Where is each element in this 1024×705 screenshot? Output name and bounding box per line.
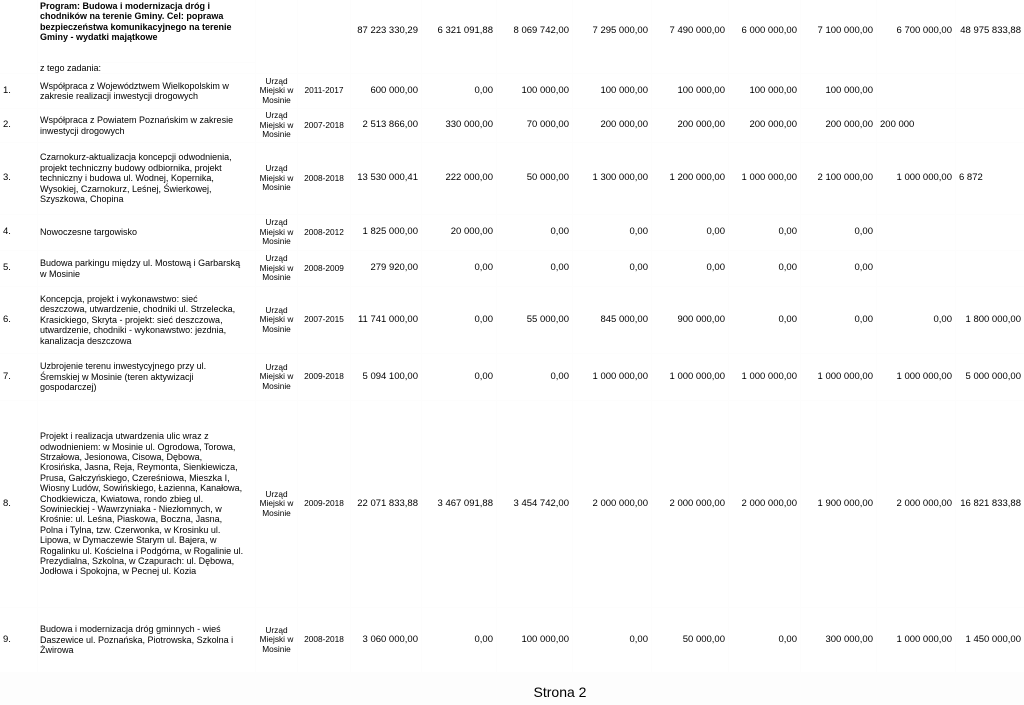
amount-cell: 2 000 000,00 bbox=[877, 401, 955, 607]
header-total-cell: 6 000 000,00 bbox=[729, 0, 800, 73]
unit-cell: Urząd Miejski w Mosinie bbox=[256, 143, 297, 214]
period-cell: 2007-2018 bbox=[298, 109, 350, 142]
amount-cell: 3 454 742,00 bbox=[497, 401, 572, 607]
amount-cell: 300 000,00 bbox=[801, 608, 876, 672]
unit-cell: Urząd Miejski w Mosinie bbox=[256, 287, 297, 353]
amount-cell: 5 094 100,00 bbox=[351, 354, 421, 400]
task-name-cell: Budowa parkingu między ul. Mostową i Garbarską w Mosinie bbox=[38, 251, 255, 286]
amount-cell: 600 000,00 bbox=[351, 74, 421, 108]
amount-cell: 0,00 bbox=[497, 251, 572, 286]
amount-cell: 1 000 000,00 bbox=[877, 143, 955, 214]
amount-cell: 279 920,00 bbox=[351, 251, 421, 286]
amount-cell: 1 900 000,00 bbox=[801, 401, 876, 607]
period-cell: 2008-2018 bbox=[298, 608, 350, 672]
amount-cell: 0,00 bbox=[422, 608, 496, 672]
task-name-cell: Czarnokurz-aktualizacja koncepcji odwodnienia, projekt techniczny budowy odbiornika, projekt techniczny i budowa ul. Wodnej, Kopernika, Wysokiej, Czarnokurz, Leśnej, Świerkowej, Szyszkowa, Chopina bbox=[38, 143, 255, 214]
amount-cell: 1 000 000,00 bbox=[877, 608, 955, 672]
amount-cell: 200 000,00 bbox=[729, 109, 800, 142]
amount-cell: 2 000 000,00 bbox=[652, 401, 728, 607]
amount-cell: 845 000,00 bbox=[573, 287, 651, 353]
amount-cell: 1 000 000,00 bbox=[729, 354, 800, 400]
amount-cell: 0,00 bbox=[497, 354, 572, 400]
amount-cell: 1 825 000,00 bbox=[351, 215, 421, 250]
task-name-cell: Nowoczesne targowisko bbox=[38, 215, 255, 250]
amount-cell: 0,00 bbox=[573, 251, 651, 286]
period-cell: 2008-2018 bbox=[298, 143, 350, 214]
amount-cell bbox=[877, 251, 955, 286]
amount-cell: 2 100 000,00 bbox=[801, 143, 876, 214]
task-name-cell: Współpraca z Powiatem Poznańskim w zakresie inwestycji drogowych bbox=[38, 109, 255, 142]
amount-cell: 0,00 bbox=[729, 251, 800, 286]
header-total-cell: 7 100 000,00 bbox=[801, 0, 876, 73]
header-unit-cell bbox=[256, 0, 297, 73]
page-label: Strona 2 bbox=[533, 684, 587, 700]
unit-cell: Urząd Miejski w Mosinie bbox=[256, 74, 297, 108]
amount-cell: 1 800 000,00 bbox=[956, 287, 1024, 353]
amount-cell: 1 300 000,00 bbox=[573, 143, 651, 214]
amount-cell: 20 000,00 bbox=[422, 215, 496, 250]
amount-cell: 6 872 bbox=[956, 143, 1024, 214]
amount-cell: 100 000,00 bbox=[497, 74, 572, 108]
row-number-cell: 1. bbox=[0, 74, 37, 108]
amount-cell: 3 060 000,00 bbox=[351, 608, 421, 672]
amount-cell: 2 513 866,00 bbox=[351, 109, 421, 142]
amount-cell: 1 200 000,00 bbox=[652, 143, 728, 214]
amount-cell: 50 000,00 bbox=[497, 143, 572, 214]
amount-cell: 11 741 000,00 bbox=[351, 287, 421, 353]
amount-cell: 1 000 000,00 bbox=[729, 143, 800, 214]
header-total-cell: 48 975 833,88 bbox=[956, 0, 1024, 73]
amount-cell bbox=[956, 74, 1024, 108]
task-name-cell: Współpraca z Województwem Wielkopolskim w zakresie realizacji inwestycji drogowych bbox=[38, 74, 255, 108]
amount-cell: 13 530 000,41 bbox=[351, 143, 421, 214]
row-number-cell: 8. bbox=[0, 401, 37, 607]
amount-cell: 22 071 833,88 bbox=[351, 401, 421, 607]
amount-cell bbox=[877, 215, 955, 250]
header-total-cell: 7 490 000,00 bbox=[652, 0, 728, 73]
amount-cell: 1 000 000,00 bbox=[801, 354, 876, 400]
amount-cell: 200 000 bbox=[877, 109, 955, 142]
row-number-cell: 2. bbox=[0, 109, 37, 142]
unit-cell: Urząd Miejski w Mosinie bbox=[256, 354, 297, 400]
row-number-cell: 9. bbox=[0, 608, 37, 672]
amount-cell: 5 000 000,00 bbox=[956, 354, 1024, 400]
amount-cell: 55 000,00 bbox=[497, 287, 572, 353]
amount-cell bbox=[956, 109, 1024, 142]
amount-cell: 2 000 000,00 bbox=[573, 401, 651, 607]
amount-cell: 50 000,00 bbox=[652, 608, 728, 672]
amount-cell: 0,00 bbox=[801, 215, 876, 250]
task-name-cell: Projekt i realizacja utwardzenia ulic wraz z odwodnieniem: w Mosinie ul. Ogrodowa, Torowa, Strzałowa, Jesionowa, Cisowa, Dębowa, Krosińska, Jasna, Reja, Reymonta, Sienkiewicza, Prusa, Gałczyńskiego, Czereśniowa, Mieszka I, Wiosny Ludów, Sowińskiego, Łazienna, Kanałowa, Chodkiewicza, Kwiatowa, rondo zbieg ul. Sowinieckiej - Wawrzyniaka - Niezłomnych, w Krośnie: ul. Leśna, Piaskowa, Boczna, Jasna, Polna i Tylna, tzw. Czerwonka, w Krosinku ul. Lipowa, w Dymaczewie Starym ul. Bajera, w Rogalinku ul. Kościelna i Podgórna, w Rogalinie ul. Prezydialna, Szkolna, w Czapurach: ul. Dębowa, Jodłowa i Spokojna, w Pecnej ul. Kozia bbox=[38, 401, 255, 607]
period-cell: 2007-2015 bbox=[298, 287, 350, 353]
amount-cell: 3 467 091,88 bbox=[422, 401, 496, 607]
row-number-cell: 4. bbox=[0, 215, 37, 250]
amount-cell: 0,00 bbox=[801, 287, 876, 353]
amount-cell: 100 000,00 bbox=[729, 74, 800, 108]
program-title-cell: Program: Budowa i modernizacja dróg i chodników na terenie Gminy. Cel: poprawa bezpieczeństwa komunikacyjnego na terenie Gminy - wydatki majątkowe bbox=[38, 0, 255, 62]
period-cell: 2009-2018 bbox=[298, 354, 350, 400]
unit-cell: Urząd Miejski w Mosinie bbox=[256, 109, 297, 142]
task-name-cell: Koncepcja, projekt i wykonawstwo: sieć deszczowa, utwardzenie, chodniki ul. Strzelecka, Krasickiego, Skryta - projekt: sieć deszczowa, utwardzenie, chodniki - wykonawstwo: jezdnia, kanalizacja deszczowa bbox=[38, 287, 255, 353]
amount-cell: 0,00 bbox=[497, 215, 572, 250]
amount-cell: 900 000,00 bbox=[652, 287, 728, 353]
unit-cell: Urząd Miejski w Mosinie bbox=[256, 401, 297, 607]
header-total-cell: 7 295 000,00 bbox=[573, 0, 651, 73]
task-name-cell: Uzbrojenie terenu inwestycyjnego przy ul. Śremskiej w Mosinie (teren aktywizacji gospodarczej) bbox=[38, 354, 255, 400]
period-cell: 2009-2018 bbox=[298, 401, 350, 607]
amount-cell: 1 450 000,00 bbox=[956, 608, 1024, 672]
amount-cell: 200 000,00 bbox=[652, 109, 728, 142]
amount-cell: 100 000,00 bbox=[801, 74, 876, 108]
unit-cell: Urząd Miejski w Mosinie bbox=[256, 215, 297, 250]
period-cell: 2008-2009 bbox=[298, 251, 350, 286]
amount-cell: 70 000,00 bbox=[497, 109, 572, 142]
page-footer bbox=[0, 684, 1024, 700]
amount-cell: 0,00 bbox=[422, 251, 496, 286]
header-period-cell bbox=[298, 0, 350, 73]
amount-cell: 0,00 bbox=[729, 215, 800, 250]
header-total-cell: 87 223 330,29 bbox=[351, 0, 421, 73]
row-number-cell: 3. bbox=[0, 143, 37, 214]
task-name-cell: Budowa i modernizacja dróg gminnych - wieś Daszewice ul. Poznańska, Piotrowska, Szkolna i Żwirowa bbox=[38, 608, 255, 672]
amount-cell: 100 000,00 bbox=[573, 74, 651, 108]
amount-cell: 222 000,00 bbox=[422, 143, 496, 214]
amount-cell: 2 000 000,00 bbox=[729, 401, 800, 607]
amount-cell: 100 000,00 bbox=[652, 74, 728, 108]
amount-cell: 0,00 bbox=[573, 215, 651, 250]
amount-cell: 0,00 bbox=[652, 251, 728, 286]
amount-cell bbox=[956, 215, 1024, 250]
amount-cell: 0,00 bbox=[652, 215, 728, 250]
header-total-cell: 8 069 742,00 bbox=[497, 0, 572, 73]
amount-cell: 100 000,00 bbox=[497, 608, 572, 672]
period-cell: 2008-2012 bbox=[298, 215, 350, 250]
header-lp-cell bbox=[0, 0, 37, 73]
row-number-cell: 6. bbox=[0, 287, 37, 353]
amount-cell: 0,00 bbox=[877, 287, 955, 353]
amount-cell: 1 000 000,00 bbox=[877, 354, 955, 400]
row-number-cell: 7. bbox=[0, 354, 37, 400]
amount-cell: 200 000,00 bbox=[573, 109, 651, 142]
row-number-cell: 5. bbox=[0, 251, 37, 286]
amount-cell: 200 000,00 bbox=[801, 109, 876, 142]
amount-cell bbox=[877, 74, 955, 108]
unit-cell: Urząd Miejski w Mosinie bbox=[256, 251, 297, 286]
amount-cell: 1 000 000,00 bbox=[652, 354, 728, 400]
amount-cell: 0,00 bbox=[801, 251, 876, 286]
amount-cell: 0,00 bbox=[729, 287, 800, 353]
amount-cell: 1 000 000,00 bbox=[573, 354, 651, 400]
amount-cell bbox=[956, 251, 1024, 286]
amount-cell: 0,00 bbox=[422, 287, 496, 353]
amount-cell: 0,00 bbox=[729, 608, 800, 672]
unit-cell: Urząd Miejski w Mosinie bbox=[256, 608, 297, 672]
header-total-cell: 6 700 000,00 bbox=[877, 0, 955, 73]
amount-cell: 0,00 bbox=[573, 608, 651, 672]
amount-cell: 16 821 833,88 bbox=[956, 401, 1024, 607]
subheading-cell: z tego zadania: bbox=[38, 63, 255, 73]
amount-cell: 330 000,00 bbox=[422, 109, 496, 142]
amount-cell: 0,00 bbox=[422, 354, 496, 400]
amount-cell: 0,00 bbox=[422, 74, 496, 108]
header-total-cell: 6 321 091,88 bbox=[422, 0, 496, 73]
period-cell: 2011-2017 bbox=[298, 74, 350, 108]
